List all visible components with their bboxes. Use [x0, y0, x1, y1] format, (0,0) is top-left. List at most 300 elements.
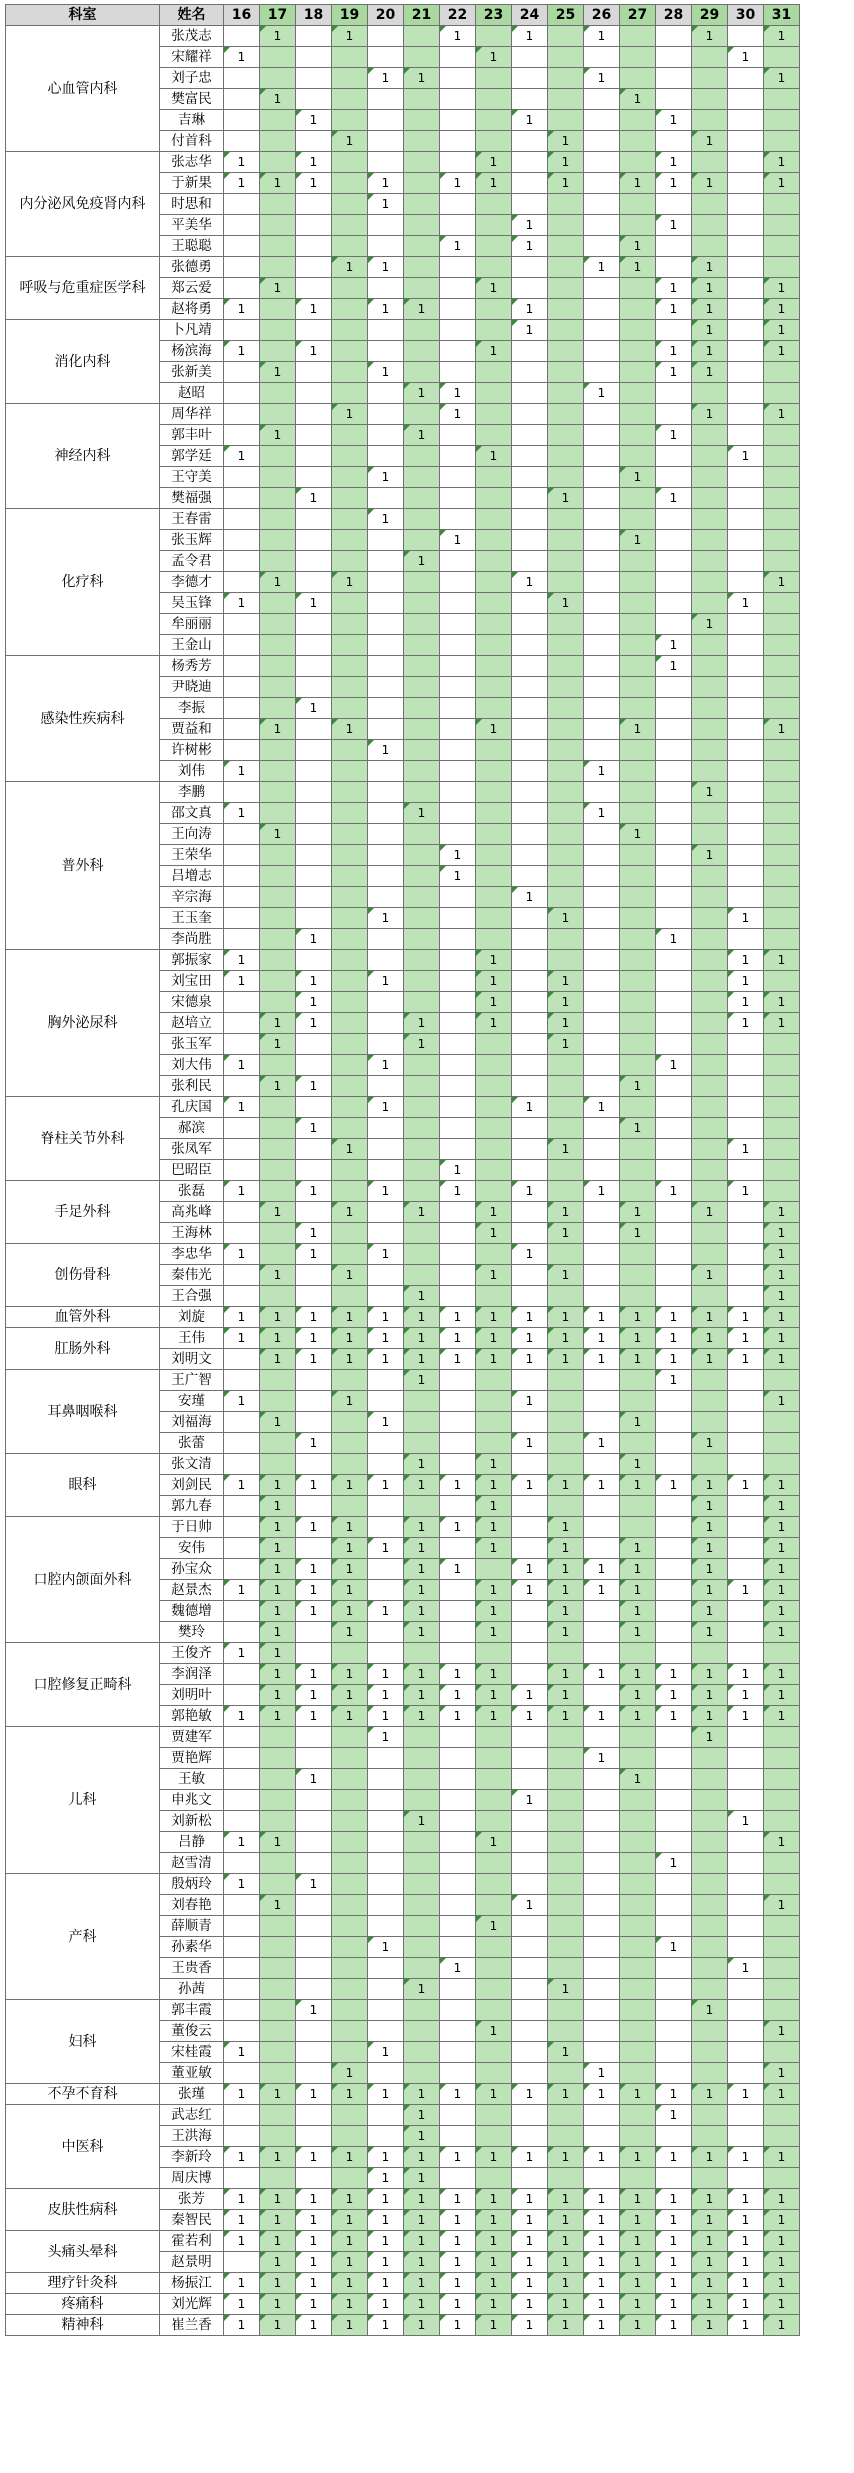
- department-cell: 感染性疾病科: [6, 656, 160, 782]
- empty-cell: [296, 1643, 332, 1664]
- duty-mark-cell: 1: [296, 1601, 332, 1622]
- duty-mark-cell: 1: [476, 1454, 512, 1475]
- duty-mark-cell: 1: [368, 1328, 404, 1349]
- empty-cell: [548, 572, 584, 593]
- department-cell: 产科: [6, 1874, 160, 2000]
- empty-cell: [296, 1412, 332, 1433]
- empty-cell: [224, 1769, 260, 1790]
- empty-cell: [260, 2126, 296, 2147]
- table-header: [6, 5, 800, 26]
- table-row: [6, 1370, 800, 1391]
- duty-mark-cell: 1: [296, 1118, 332, 1139]
- empty-cell: [224, 257, 260, 278]
- empty-cell: [548, 341, 584, 362]
- duty-mark-cell: 1: [764, 2231, 800, 2252]
- empty-cell: [476, 383, 512, 404]
- empty-cell: [332, 2021, 368, 2042]
- duty-mark-cell: 1: [368, 2147, 404, 2168]
- duty-mark-cell: 1: [224, 47, 260, 68]
- duty-mark-cell: 1: [476, 2273, 512, 2294]
- empty-cell: [584, 2000, 620, 2021]
- empty-cell: [224, 1958, 260, 1979]
- empty-cell: [728, 572, 764, 593]
- table-row: [6, 1307, 800, 1328]
- empty-cell: [476, 68, 512, 89]
- table-row: [6, 2000, 800, 2021]
- duty-mark-cell: 1: [764, 2147, 800, 2168]
- empty-cell: [764, 845, 800, 866]
- empty-cell: [476, 1874, 512, 1895]
- empty-cell: [584, 1643, 620, 1664]
- department-cell: 口腔内颌面外科: [6, 1517, 160, 1643]
- empty-cell: [584, 1601, 620, 1622]
- empty-cell: [728, 782, 764, 803]
- empty-cell: [548, 1748, 584, 1769]
- empty-cell: [548, 1769, 584, 1790]
- empty-cell: [512, 362, 548, 383]
- duty-mark-cell: 1: [368, 1181, 404, 1202]
- empty-cell: [548, 1055, 584, 1076]
- empty-cell: [584, 215, 620, 236]
- empty-cell: [728, 887, 764, 908]
- empty-cell: [620, 2042, 656, 2063]
- duty-mark-cell: 1: [512, 2273, 548, 2294]
- empty-cell: [224, 1664, 260, 1685]
- duty-mark-cell: 1: [440, 26, 476, 47]
- empty-cell: [440, 551, 476, 572]
- empty-cell: [296, 320, 332, 341]
- duty-mark-cell: 1: [440, 1307, 476, 1328]
- empty-cell: [368, 593, 404, 614]
- empty-cell: [224, 131, 260, 152]
- empty-cell: [692, 698, 728, 719]
- duty-mark-cell: 1: [260, 1622, 296, 1643]
- empty-cell: [296, 2126, 332, 2147]
- duty-mark-cell: 1: [764, 2084, 800, 2105]
- duty-mark-cell: 1: [296, 1475, 332, 1496]
- empty-cell: [548, 2063, 584, 2084]
- empty-cell: [224, 404, 260, 425]
- empty-cell: [692, 908, 728, 929]
- staff-name-cell: 刘明文: [160, 1349, 224, 1370]
- duty-mark-cell: 1: [512, 299, 548, 320]
- empty-cell: [296, 1160, 332, 1181]
- duty-mark-cell: 1: [512, 1097, 548, 1118]
- duty-mark-cell: 1: [332, 2252, 368, 2273]
- duty-mark-cell: 1: [548, 992, 584, 1013]
- empty-cell: [764, 446, 800, 467]
- staff-name-cell: 王海林: [160, 1223, 224, 1244]
- empty-cell: [260, 110, 296, 131]
- empty-cell: [332, 824, 368, 845]
- empty-cell: [656, 47, 692, 68]
- duty-mark-cell: 1: [512, 2189, 548, 2210]
- empty-cell: [656, 1160, 692, 1181]
- duty-mark-cell: 1: [548, 1349, 584, 1370]
- empty-cell: [692, 1811, 728, 1832]
- empty-cell: [224, 1202, 260, 1223]
- duty-mark-cell: 1: [548, 2147, 584, 2168]
- duty-mark-cell: 1: [584, 2147, 620, 2168]
- empty-cell: [224, 2063, 260, 2084]
- duty-mark-cell: 1: [476, 971, 512, 992]
- empty-cell: [548, 1391, 584, 1412]
- empty-cell: [476, 1181, 512, 1202]
- empty-cell: [548, 1916, 584, 1937]
- empty-cell: [728, 824, 764, 845]
- day-column-header: 20: [368, 5, 404, 26]
- duty-mark-cell: 1: [512, 1790, 548, 1811]
- empty-cell: [296, 2168, 332, 2189]
- empty-cell: [692, 593, 728, 614]
- empty-cell: [404, 1727, 440, 1748]
- empty-cell: [260, 803, 296, 824]
- empty-cell: [692, 1076, 728, 1097]
- empty-cell: [548, 1895, 584, 1916]
- empty-cell: [260, 593, 296, 614]
- empty-cell: [224, 1979, 260, 2000]
- duty-mark-cell: 1: [692, 131, 728, 152]
- department-cell: 儿科: [6, 1727, 160, 1874]
- empty-cell: [404, 446, 440, 467]
- empty-cell: [260, 1097, 296, 1118]
- empty-cell: [620, 572, 656, 593]
- empty-cell: [692, 887, 728, 908]
- empty-cell: [296, 236, 332, 257]
- day-column-header: 19: [332, 5, 368, 26]
- empty-cell: [728, 1454, 764, 1475]
- empty-cell: [548, 446, 584, 467]
- duty-mark-cell: 1: [584, 26, 620, 47]
- empty-cell: [368, 1769, 404, 1790]
- empty-cell: [368, 698, 404, 719]
- empty-cell: [440, 215, 476, 236]
- staff-name-cell: 崔兰香: [160, 2315, 224, 2336]
- duty-mark-cell: 1: [656, 1706, 692, 1727]
- duty-mark-cell: 1: [584, 1706, 620, 1727]
- empty-cell: [260, 1433, 296, 1454]
- duty-mark-cell: 1: [764, 2315, 800, 2336]
- duty-mark-cell: 1: [764, 1223, 800, 1244]
- duty-mark-cell: 1: [404, 2252, 440, 2273]
- empty-cell: [764, 2042, 800, 2063]
- empty-cell: [440, 698, 476, 719]
- duty-mark-cell: 1: [692, 2147, 728, 2168]
- empty-cell: [224, 1811, 260, 1832]
- empty-cell: [692, 68, 728, 89]
- staff-name-cell: 郝滨: [160, 1118, 224, 1139]
- duty-mark-cell: 1: [620, 2189, 656, 2210]
- empty-cell: [476, 761, 512, 782]
- empty-cell: [620, 446, 656, 467]
- empty-cell: [332, 992, 368, 1013]
- duty-mark-cell: 1: [296, 2210, 332, 2231]
- empty-cell: [512, 1832, 548, 1853]
- empty-cell: [476, 362, 512, 383]
- duty-mark-cell: 1: [440, 2147, 476, 2168]
- empty-cell: [548, 1832, 584, 1853]
- empty-cell: [440, 341, 476, 362]
- empty-cell: [368, 383, 404, 404]
- duty-mark-cell: 1: [584, 1748, 620, 1769]
- empty-cell: [296, 530, 332, 551]
- empty-cell: [296, 425, 332, 446]
- table-row: [6, 1244, 800, 1265]
- staff-name-cell: 武志红: [160, 2105, 224, 2126]
- empty-cell: [764, 2126, 800, 2147]
- empty-cell: [620, 1517, 656, 1538]
- duty-mark-cell: 1: [260, 89, 296, 110]
- empty-cell: [296, 68, 332, 89]
- empty-cell: [692, 89, 728, 110]
- empty-cell: [512, 2000, 548, 2021]
- empty-cell: [764, 1055, 800, 1076]
- duty-mark-cell: 1: [548, 2252, 584, 2273]
- empty-cell: [404, 1790, 440, 1811]
- staff-name-cell: 张利民: [160, 1076, 224, 1097]
- duty-mark-cell: 1: [260, 1475, 296, 1496]
- empty-cell: [224, 236, 260, 257]
- department-cell: 妇科: [6, 2000, 160, 2084]
- empty-cell: [764, 1412, 800, 1433]
- empty-cell: [440, 1622, 476, 1643]
- empty-cell: [332, 446, 368, 467]
- duty-mark-cell: 1: [332, 2189, 368, 2210]
- duty-mark-cell: 1: [512, 1391, 548, 1412]
- duty-mark-cell: 1: [476, 2084, 512, 2105]
- empty-cell: [440, 320, 476, 341]
- day-column-header: 25: [548, 5, 584, 26]
- empty-cell: [692, 47, 728, 68]
- empty-cell: [728, 2021, 764, 2042]
- empty-cell: [584, 1118, 620, 1139]
- empty-cell: [656, 1454, 692, 1475]
- empty-cell: [332, 47, 368, 68]
- duty-mark-cell: 1: [296, 1013, 332, 1034]
- empty-cell: [764, 740, 800, 761]
- duty-mark-cell: 1: [656, 2084, 692, 2105]
- empty-cell: [224, 2168, 260, 2189]
- empty-cell: [584, 1916, 620, 1937]
- staff-name-cell: 刘宝田: [160, 971, 224, 992]
- empty-cell: [620, 1013, 656, 1034]
- empty-cell: [584, 194, 620, 215]
- empty-cell: [332, 698, 368, 719]
- empty-cell: [224, 1034, 260, 1055]
- empty-cell: [368, 1916, 404, 1937]
- empty-cell: [296, 908, 332, 929]
- duty-mark-cell: 1: [512, 236, 548, 257]
- empty-cell: [728, 1202, 764, 1223]
- empty-cell: [404, 887, 440, 908]
- empty-cell: [728, 2168, 764, 2189]
- empty-cell: [404, 47, 440, 68]
- duty-mark-cell: 1: [692, 2210, 728, 2231]
- duty-mark-cell: 1: [260, 2147, 296, 2168]
- empty-cell: [584, 1811, 620, 1832]
- empty-cell: [260, 383, 296, 404]
- duty-mark-cell: 1: [404, 1580, 440, 1601]
- empty-cell: [512, 1118, 548, 1139]
- duty-mark-cell: 1: [548, 488, 584, 509]
- duty-mark-cell: 1: [584, 2210, 620, 2231]
- empty-cell: [548, 1181, 584, 1202]
- staff-name-cell: 李德才: [160, 572, 224, 593]
- duty-mark-cell: 1: [548, 971, 584, 992]
- empty-cell: [404, 278, 440, 299]
- staff-name-cell: 周庆博: [160, 2168, 224, 2189]
- empty-cell: [440, 89, 476, 110]
- empty-cell: [296, 1370, 332, 1391]
- empty-cell: [224, 1223, 260, 1244]
- duty-mark-cell: 1: [296, 2000, 332, 2021]
- duty-mark-cell: 1: [332, 2273, 368, 2294]
- department-cell: 血管外科: [6, 1307, 160, 1328]
- duty-mark-cell: 1: [620, 2210, 656, 2231]
- empty-cell: [512, 1811, 548, 1832]
- empty-cell: [368, 1160, 404, 1181]
- empty-cell: [692, 1412, 728, 1433]
- duty-mark-cell: 1: [404, 1013, 440, 1034]
- empty-cell: [764, 530, 800, 551]
- empty-cell: [260, 1055, 296, 1076]
- empty-cell: [440, 782, 476, 803]
- empty-cell: [332, 1748, 368, 1769]
- staff-name-cell: 郭丰叶: [160, 425, 224, 446]
- empty-cell: [584, 320, 620, 341]
- empty-cell: [692, 1160, 728, 1181]
- duty-mark-cell: 1: [476, 1538, 512, 1559]
- empty-cell: [368, 782, 404, 803]
- duty-mark-cell: 1: [548, 1622, 584, 1643]
- empty-cell: [260, 971, 296, 992]
- staff-name-cell: 王春雷: [160, 509, 224, 530]
- duty-mark-cell: 1: [584, 2273, 620, 2294]
- dept-column-header: 科室: [6, 5, 160, 26]
- empty-cell: [224, 2105, 260, 2126]
- duty-mark-cell: 1: [404, 1685, 440, 1706]
- duty-mark-cell: 1: [440, 845, 476, 866]
- empty-cell: [584, 1370, 620, 1391]
- duty-mark-cell: 1: [260, 1538, 296, 1559]
- empty-cell: [296, 257, 332, 278]
- empty-cell: [512, 1643, 548, 1664]
- empty-cell: [440, 1832, 476, 1853]
- duty-mark-cell: 1: [728, 908, 764, 929]
- empty-cell: [764, 215, 800, 236]
- duty-mark-cell: 1: [224, 1181, 260, 1202]
- duty-mark-cell: 1: [296, 1349, 332, 1370]
- duty-mark-cell: 1: [404, 68, 440, 89]
- empty-cell: [656, 1769, 692, 1790]
- empty-cell: [404, 341, 440, 362]
- table-row: [6, 404, 800, 425]
- duty-mark-cell: 1: [584, 2189, 620, 2210]
- empty-cell: [548, 194, 584, 215]
- empty-cell: [224, 698, 260, 719]
- empty-cell: [620, 614, 656, 635]
- empty-cell: [692, 1013, 728, 1034]
- duty-mark-cell: 1: [764, 2189, 800, 2210]
- duty-mark-cell: 1: [548, 1139, 584, 1160]
- empty-cell: [512, 194, 548, 215]
- staff-name-cell: 王贵香: [160, 1958, 224, 1979]
- empty-cell: [728, 719, 764, 740]
- duty-mark-cell: 1: [260, 1013, 296, 1034]
- empty-cell: [296, 1832, 332, 1853]
- empty-cell: [224, 719, 260, 740]
- empty-cell: [764, 635, 800, 656]
- duty-mark-cell: 1: [476, 1013, 512, 1034]
- empty-cell: [224, 1538, 260, 1559]
- empty-cell: [260, 1391, 296, 1412]
- staff-name-cell: 孙素华: [160, 1937, 224, 1958]
- empty-cell: [440, 1643, 476, 1664]
- empty-cell: [368, 1517, 404, 1538]
- empty-cell: [692, 446, 728, 467]
- empty-cell: [512, 1748, 548, 1769]
- empty-cell: [692, 1118, 728, 1139]
- empty-cell: [440, 929, 476, 950]
- empty-cell: [584, 446, 620, 467]
- duty-mark-cell: 1: [260, 1643, 296, 1664]
- duty-mark-cell: 1: [440, 1349, 476, 1370]
- empty-cell: [224, 1370, 260, 1391]
- empty-cell: [764, 866, 800, 887]
- staff-name-cell: 赵昭: [160, 383, 224, 404]
- empty-cell: [296, 803, 332, 824]
- duty-mark-cell: 1: [476, 2210, 512, 2231]
- empty-cell: [476, 1118, 512, 1139]
- duty-mark-cell: 1: [692, 1328, 728, 1349]
- empty-cell: [476, 404, 512, 425]
- duty-mark-cell: 1: [548, 2231, 584, 2252]
- duty-mark-cell: 1: [260, 2315, 296, 2336]
- empty-cell: [728, 1748, 764, 1769]
- empty-cell: [404, 761, 440, 782]
- department-cell: 头痛头晕科: [6, 2231, 160, 2273]
- duty-mark-cell: 1: [656, 362, 692, 383]
- empty-cell: [404, 2000, 440, 2021]
- duty-mark-cell: 1: [260, 425, 296, 446]
- empty-cell: [296, 1958, 332, 1979]
- empty-cell: [440, 1370, 476, 1391]
- staff-name-cell: 魏德增: [160, 1601, 224, 1622]
- empty-cell: [332, 1160, 368, 1181]
- empty-cell: [404, 845, 440, 866]
- empty-cell: [476, 488, 512, 509]
- duty-mark-cell: 1: [656, 1853, 692, 1874]
- empty-cell: [728, 1874, 764, 1895]
- duty-mark-cell: 1: [224, 1643, 260, 1664]
- empty-cell: [692, 740, 728, 761]
- empty-cell: [548, 950, 584, 971]
- empty-cell: [728, 1160, 764, 1181]
- empty-cell: [224, 1685, 260, 1706]
- empty-cell: [368, 1853, 404, 1874]
- empty-cell: [368, 488, 404, 509]
- empty-cell: [476, 257, 512, 278]
- staff-name-cell: 杨秀芳: [160, 656, 224, 677]
- empty-cell: [548, 278, 584, 299]
- empty-cell: [764, 488, 800, 509]
- duty-mark-cell: 1: [404, 1307, 440, 1328]
- empty-cell: [512, 278, 548, 299]
- duty-mark-cell: 1: [764, 1538, 800, 1559]
- empty-cell: [692, 1643, 728, 1664]
- empty-cell: [404, 782, 440, 803]
- duty-mark-cell: 1: [656, 152, 692, 173]
